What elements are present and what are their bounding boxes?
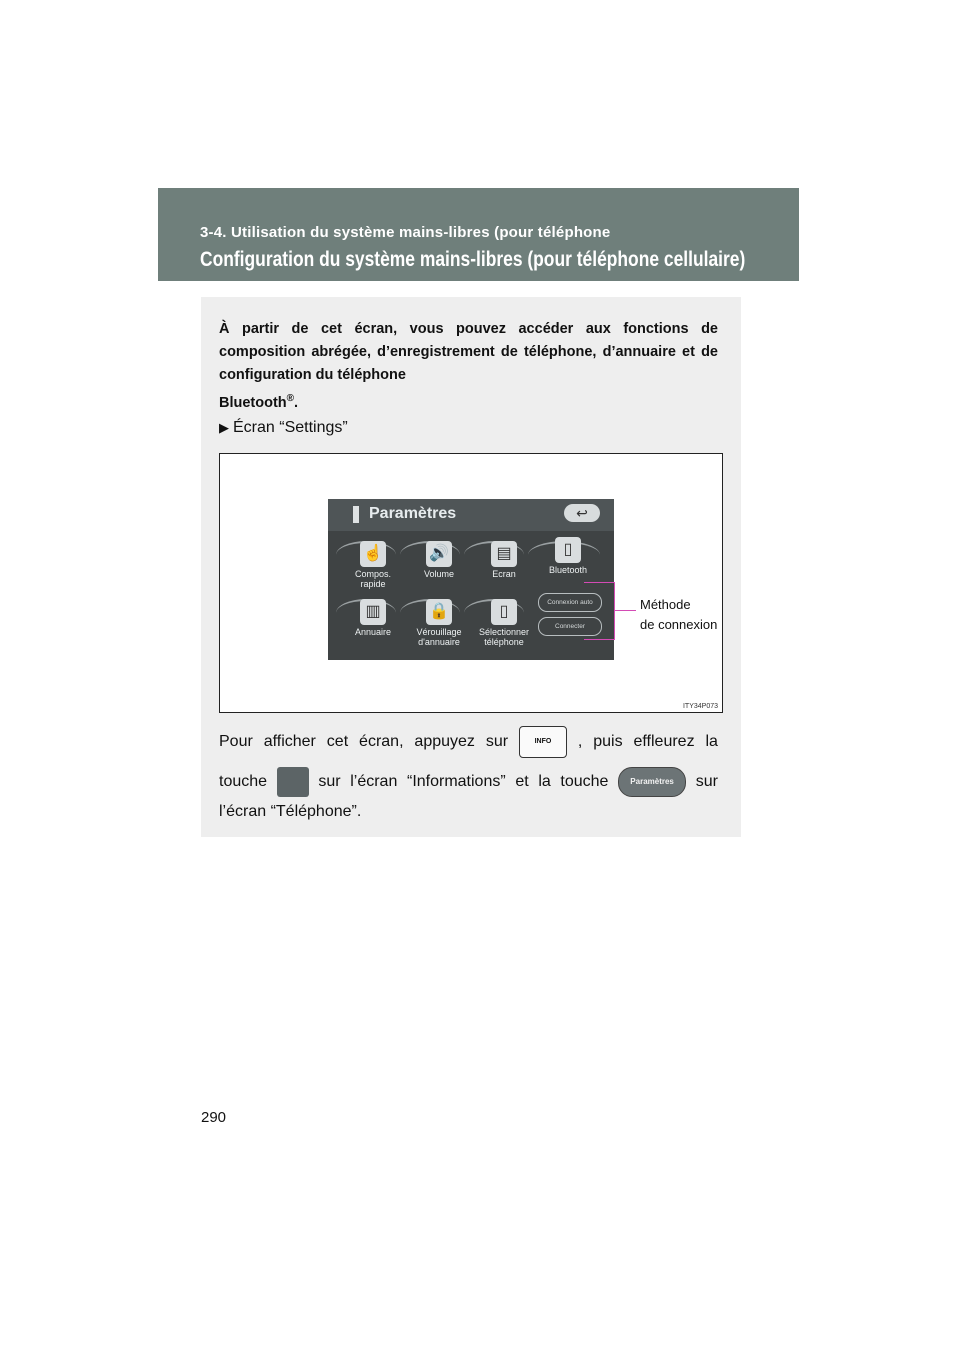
tile-label: Ecran (492, 569, 516, 579)
connection-method-callout (640, 595, 717, 635)
screen-title: Paramètres (369, 505, 457, 522)
return-arrow-icon: ↩ (576, 505, 588, 521)
settings-figure (219, 453, 723, 713)
registered-mark: ® (286, 393, 295, 404)
display-icon: ▤ (491, 541, 517, 567)
phonebook-lock-button[interactable] (411, 599, 467, 647)
word: l’écran (350, 773, 398, 790)
word: cet (326, 733, 349, 750)
triangle-bullet-icon: ▶ (219, 420, 229, 435)
settings-button-icon: Paramètres (618, 767, 686, 797)
word: et (515, 773, 529, 790)
intro-period: . (294, 394, 299, 411)
settings-screen-heading (219, 419, 348, 437)
instruction-line-2 (219, 767, 718, 797)
section-title: Configuration du système mains-libres (pour téléphone cellulaire) (200, 248, 746, 271)
volume-button[interactable] (411, 541, 467, 579)
callout-line (584, 639, 614, 640)
select-phone-button[interactable] (476, 599, 532, 647)
tile-label: Vérouillage d'annuaire (416, 627, 462, 647)
instruction-line-3: l’écran “Téléphone”. (219, 803, 362, 820)
section-subtitle: 3-4. Utilisation du système mains-libres (pour téléphone (200, 224, 611, 241)
callout-line (584, 582, 614, 583)
word: sur (485, 733, 509, 750)
tile-label: Sélectionner téléphone (478, 627, 530, 647)
page-number: 290 (201, 1109, 227, 1126)
lock-icon: 🔒 (426, 599, 452, 625)
intro-paragraph: À partir de cet écran, vous pouvez accéder aux fonctions de composition abrégée, d’enregistrement de téléphone, d’annuaire et de configuration du téléphone (219, 321, 718, 383)
word: touche (560, 773, 609, 790)
section-header (158, 188, 799, 281)
phone-icon: ▯ (555, 537, 581, 563)
tile-label: Annuaire (354, 627, 392, 637)
callout-line (614, 610, 636, 611)
connect-button[interactable]: Connecter (538, 617, 602, 636)
intro-text (219, 318, 718, 415)
tile-label: Volume (423, 569, 455, 579)
phonebook-button[interactable] (345, 599, 401, 637)
word: , (577, 733, 583, 750)
back-button[interactable] (564, 504, 600, 522)
word: Pour (219, 733, 253, 750)
word: écran, (359, 733, 404, 750)
callout-line (614, 582, 615, 640)
settings-screen (328, 499, 614, 660)
telephone-button-icon (277, 767, 309, 797)
callout-line-2: de connexion (640, 617, 718, 632)
speaker-icon: 🔊 (426, 541, 452, 567)
word: “Informations” (406, 773, 506, 790)
bluetooth-button[interactable] (540, 537, 596, 575)
auto-connect-button[interactable]: Connexion auto (538, 593, 602, 612)
speed-dial-button[interactable] (345, 541, 401, 589)
word: touche (219, 773, 268, 790)
info-button-icon: INFO (519, 726, 567, 758)
book-icon: ▥ (360, 599, 386, 625)
title-marker (353, 506, 359, 523)
word: afficher (263, 733, 316, 750)
hand-icon: ☝ (360, 541, 386, 567)
word: appuyez (414, 733, 475, 750)
word: puis (593, 733, 623, 750)
instruction-line-1 (219, 727, 718, 757)
word: sur (318, 773, 341, 790)
word: la (705, 733, 718, 750)
word: la (538, 773, 551, 790)
select-phone-icon: ▯ (491, 599, 517, 625)
tile-label: Bluetooth (548, 565, 588, 575)
tile-label: Compos. rapide (354, 569, 391, 589)
word: effleurez (633, 733, 695, 750)
word: sur (695, 773, 718, 790)
settings-screen-label: Écran “Settings” (233, 419, 348, 436)
callout-line-1: Méthode (640, 597, 691, 612)
display-button[interactable] (476, 541, 532, 579)
bluetooth-word: Bluetooth (219, 394, 287, 411)
figure-code: ITY34P073 (682, 703, 718, 710)
